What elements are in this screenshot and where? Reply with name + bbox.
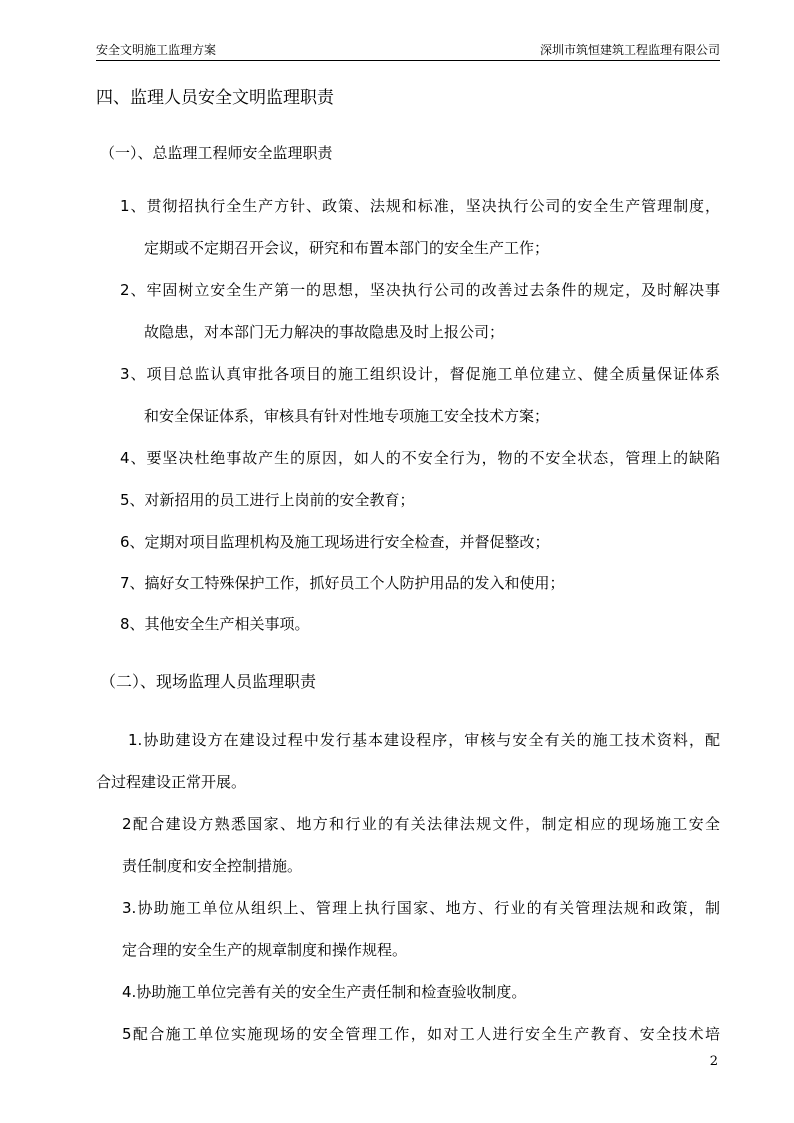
sub2-line-5: 3.协助施工单位从组织上、管理上执行国家、地方、行业的有关管理法规和政策，制 xyxy=(122,899,720,917)
sub1-line-3: 2、牢固树立安全生产第一的思想，坚决执行公司的改善过去条件的规定，及时解决事 xyxy=(120,281,720,299)
sub1-line-6: 和安全保证体系，审核具有针对性地专项施工安全技术方案； xyxy=(144,407,550,425)
sub2-line-7: 4.协助施工单位完善有关的安全生产责任制和检查验收制度。 xyxy=(122,983,527,1001)
sub1-line-7: 4、要坚决杜绝事故产生的原因，如人的不安全行为，物的不安全状态，管理上的缺陷 xyxy=(120,449,720,467)
sub1-line-8: 5、对新招用的员工进行上岗前的安全教育； xyxy=(120,491,415,509)
sub2-line-6: 定合理的安全生产的规章制度和操作规程。 xyxy=(122,941,408,959)
section-title: 四、监理人员安全文明监理职责 xyxy=(96,88,334,108)
sub1-line-9: 6、定期对项目监理机构及施工现场进行安全检查，并督促整改； xyxy=(120,533,550,551)
page-number: 2 xyxy=(709,1054,718,1069)
sub2-line-1: 1.协助建设方在建设过程中发行基本建设程序，审核与安全有关的施工技术资料，配 xyxy=(128,731,720,749)
sub2-line-4: 责任制度和安全控制措施。 xyxy=(122,857,303,875)
page-header xyxy=(96,42,720,61)
sub1-line-2: 定期或不定期召开会议，研究和布置本部门的安全生产工作； xyxy=(144,239,550,257)
header-company-name: 深圳市筑恒建筑工程监理有限公司 xyxy=(539,43,720,57)
sub1-line-1: 1、贯彻招执行全生产方针、政策、法规和标准，坚决执行公司的安全生产管理制度， xyxy=(120,197,720,215)
sub2-line-2: 合过程建设正常开展。 xyxy=(96,773,247,791)
sub1-line-10: 7、搞好女工特殊保护工作，抓好员工个人防护用品的发入和使用； xyxy=(120,574,565,592)
sub2-line-3: 2配合建设方熟悉国家、地方和行业的有关法律法规文件，制定相应的现场施工安全 xyxy=(122,815,720,833)
subsection-2-title: （二）、现场监理人员监理职责 xyxy=(100,672,317,691)
sub1-line-11: 8、其他安全生产相关事项。 xyxy=(120,615,310,633)
sub1-line-5: 3、项目总监认真审批各项目的施工组织设计，督促施工单位建立、健全质量保证体系 xyxy=(120,365,720,383)
sub2-line-8: 5配合施工单位实施现场的安全管理工作，如对工人进行安全生产教育、安全技术培 xyxy=(122,1025,720,1043)
header-document-title: 安全文明施工监理方案 xyxy=(96,43,217,57)
subsection-1-title: （一）、总监理工程师安全监理职责 xyxy=(100,144,333,162)
sub1-line-4: 故隐患，对本部门无力解决的事故隐患及时上报公司； xyxy=(144,323,505,341)
